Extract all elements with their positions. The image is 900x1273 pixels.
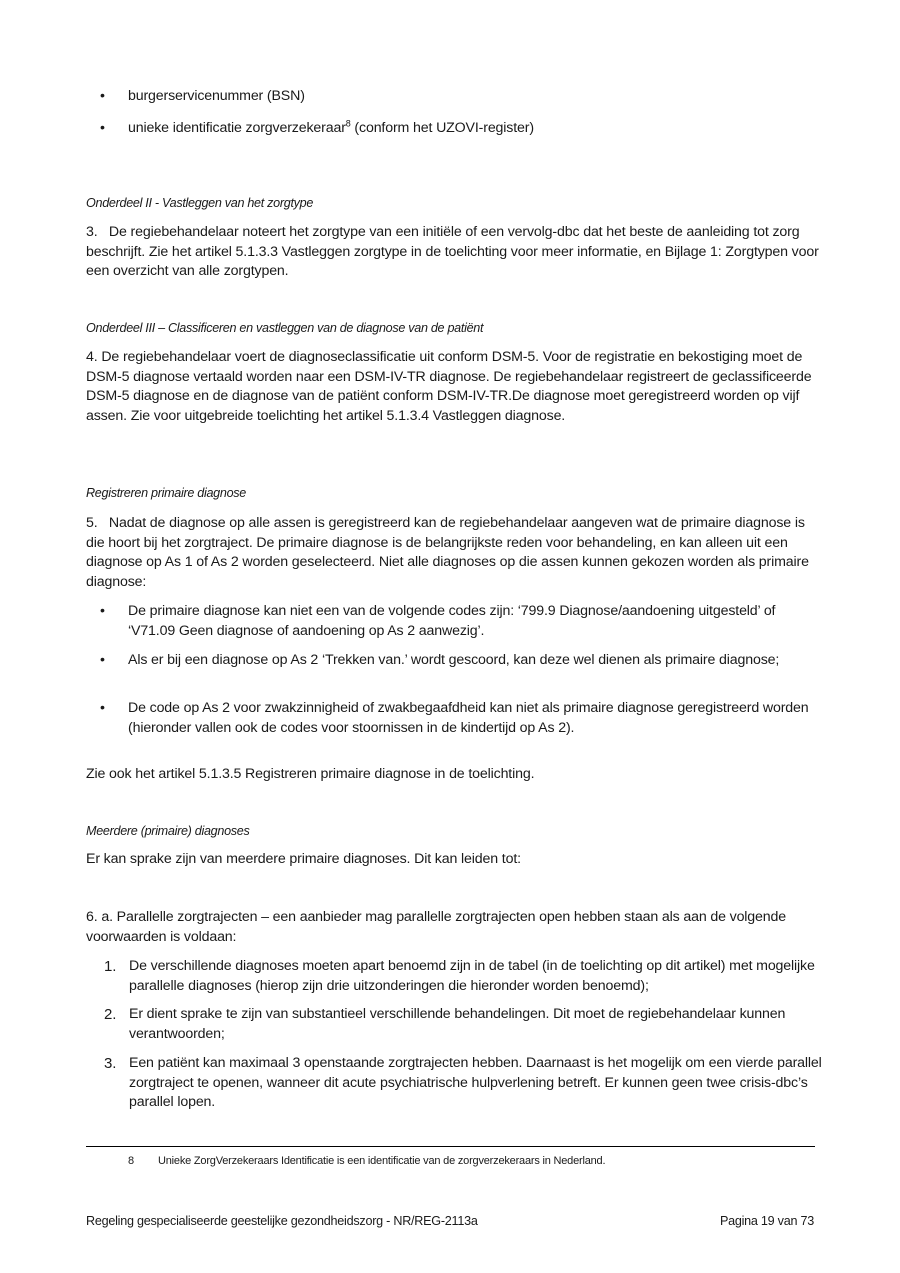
- list-item-text: Een patiënt kan maximaal 3 openstaande zorgtrajecten hebben. Daarnaast is het mogelijk om een vierde parallel zorgtraject te openen, wanneer dit acute psychiatrische hulpverlening betreft. Er kunnen geen twee crisis-dbc’s parallel lopen.: [129, 1055, 822, 1110]
- see-also-text: Zie ook het artikel 5.1.3.5 Registreren primaire diagnose in de toelichting.: [86, 766, 535, 782]
- list-number: 3.: [104, 1055, 117, 1072]
- bullet-icon: •: [100, 652, 105, 668]
- paragraph-3: 3. De regiebehandelaar noteert het zorgtype van een initiële of een vervolg-dbc dat het beste de aanleiding tot zorg beschrijft. Zie het artikel 5.1.3.3 Vastleggen zorgtype in de toelichting voor meer informatie, en Bijlage 1: Zorgtypen voor een overzicht van alle zorgtypen.: [86, 224, 823, 279]
- footnote-ref[interactable]: 8: [345, 118, 351, 129]
- footnote-text: Unieke ZorgVerzekeraars Identificatie is een identificatie van de zorgverzekeraars in Nederland.: [158, 1155, 606, 1167]
- list-item-text: Als er bij een diagnose op As 2 ‘Trekken van.’ wordt gescoord, kan deze wel dienen als primaire diagnose;: [128, 652, 780, 668]
- section-heading-diagnose: Onderdeel III – Classificeren en vastleggen van de diagnose van de patiënt: [86, 321, 484, 335]
- list-item-text: De primaire diagnose kan niet een van de volgende codes zijn: ‘799.9 Diagnose/aandoening uitgesteld’ of ‘V71.09 Geen diagnose of aandoening op As 2 aanwezig’.: [128, 603, 776, 639]
- paragraph-4: 4. De regiebehandelaar voert de diagnoseclassificatie uit conform DSM-5. Voor de registratie en bekostiging moet de DSM-5 diagnose vertaald worden naar een DSM-IV-TR diagnose. De regiebehandelaar registreert de geclassificeerde DSM-5 diagnose en de diagnose van de patiënt conform DSM-IV-TR.De diagnose moet geregistreerd worden op vijf assen. Zie voor uitgebreide toelichting het artikel 5.1.3.4 Vastleggen diagnose.: [86, 349, 812, 424]
- list-number: 1.: [104, 958, 117, 975]
- list-number: 2.: [104, 1006, 117, 1023]
- page-number: Pagina 19 van 73: [719, 1214, 814, 1228]
- section-heading-primaire-diagnose: Registreren primaire diagnose: [86, 486, 247, 500]
- section-heading-meerdere-diagnoses: Meerdere (primaire) diagnoses: [86, 824, 250, 838]
- bullet-icon: •: [100, 88, 105, 104]
- list-item-text: De code op As 2 voor zwakzinnigheid of zwakbegaafdheid kan niet als primaire diagnose geregistreerd worden (hieronder vallen ook de codes voor stoornissen in de kindertijd op As 2).: [128, 700, 809, 736]
- list-item-text: De verschillende diagnoses moeten apart benoemd zijn in de tabel (in de toelichting op dit artikel) met mogelijke parallelle diagnoses (hierop zijn drie uitzonderingen die hieronder worden benoemd);: [129, 958, 815, 994]
- bullet-icon: •: [100, 120, 105, 136]
- bullet-icon: •: [100, 700, 105, 716]
- paragraph-6a: 6. a. Parallelle zorgtrajecten – een aanbieder mag parallelle zorgtrajecten open hebben staan als aan de volgende voorwaarden is voldaan:: [86, 909, 787, 945]
- list-item-text: burgerservicenummer (BSN): [128, 88, 305, 104]
- list-item-text: unieke identificatie zorgverzekeraar$^8$ (conform het UZOVI-register): [128, 118, 534, 136]
- paragraph-5: 5. Nadat de diagnose op alle assen is geregistreerd kan de regiebehandelaar aangeven wat de primaire diagnose is die hoort bij het zorgtraject. De primaire diagnose is de belangrijkste reden voor behandeling, en kan alleen uit een diagnose op As 1 of As 2 worden geselecteerd. Niet alle diagnoses op die assen kunnen gekozen worden als primaire diagnose:: [86, 515, 813, 590]
- footnote-divider: [86, 1146, 815, 1147]
- section-heading-zorgtype: Onderdeel II - Vastleggen van het zorgtype: [86, 196, 314, 210]
- footnote-number: 8: [128, 1155, 134, 1167]
- paragraph-meerdere: Er kan sprake zijn van meerdere primaire diagnoses. Dit kan leiden tot:: [86, 851, 521, 867]
- footer-document-title: Regeling gespecialiseerde geestelijke gezondheidszorg - NR/REG-2113a: [86, 1214, 478, 1228]
- bullet-icon: •: [100, 603, 105, 619]
- list-item-text: Er dient sprake te zijn van substantieel verschillende behandelingen. Dit moet de regiebehandelaar kunnen verantwoorden;: [129, 1006, 786, 1042]
